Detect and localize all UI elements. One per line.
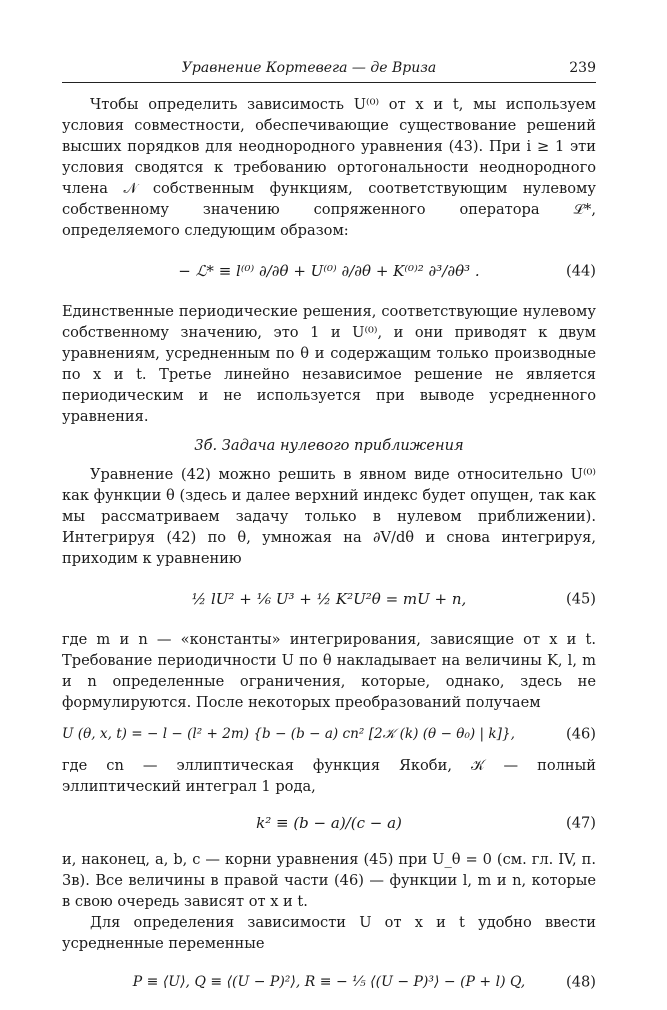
paragraph-2: Единственные периодические решения, соответствующие нулевому собственному значению, это 1 и U⁽⁰⁾, и они приводят к двум уравнениям, усредненным по θ и содержащим только производные по x и t. Третье линейно независимое решение не является периодическим и не используется при выводе усредненного уравнения. xyxy=(62,303,596,425)
equation-44-number: (44) xyxy=(566,262,596,280)
header-title: Уравнение Кортевега — де Вриза xyxy=(181,60,437,76)
section-title: 3б. Задача нулевого приближения xyxy=(194,437,464,454)
running-header xyxy=(62,58,596,83)
equation-46 xyxy=(62,719,596,749)
equation-47-formula: k² ≡ (b − a)/(c − a) xyxy=(256,814,402,832)
equation-45-number: (45) xyxy=(566,590,596,608)
equation-48-number: (48) xyxy=(566,973,596,991)
equation-46-number: (46) xyxy=(566,725,596,743)
equation-47-number: (47) xyxy=(566,814,596,832)
equation-44 xyxy=(62,249,596,293)
equation-45-formula: ½ lU² + ⅙ U³ + ½ K²U²θ = mU + n, xyxy=(191,590,467,608)
paragraph-1: Чтобы определить зависимость U⁽⁰⁾ от x и t, мы используем условия совместности, обеспечивающие существование решений высших порядков для неоднородного уравнения (43). При i ≥ 1 эти условия сводятся к требованию ортогональности неоднородного члена 𝒩 собственным функциям, соответствующим нулевому собственному значению сопряженного оператора ℒ*, определяемого следующим образом: xyxy=(62,96,596,239)
paragraph-4: где m и n — «константы» интегрирования, зависящие от x и t. Требование периодичности U по θ накладывает на величины K, l, m и n определенные ограничения, которые, однако, здесь не формулируются. После некоторых преобразований получаем xyxy=(62,631,596,711)
equation-48 xyxy=(62,962,596,1002)
equation-45 xyxy=(62,577,596,621)
paragraph-7: Для определения зависимости U от x и t удобно ввести усредненные переменные xyxy=(62,914,596,952)
page-body xyxy=(62,94,596,1010)
paragraph-3: Уравнение (42) можно решить в явном виде относительно U⁽⁰⁾ как функции θ (здесь и далее верхний индекс будет опущен, так как мы рассматриваем задачу только в нулевом приближении). Интегрируя (42) по θ, умножая на ∂V/dθ и снова интегрируя, приходим к уравнению xyxy=(62,466,596,567)
equation-48-formula: P ≡ ⟨U⟩, Q ≡ ⟨(U − P)²⟩, R ≡ − ⅕ ⟨(U − P)³⟩ − (P + l) Q, xyxy=(132,974,526,990)
equation-47 xyxy=(62,805,596,841)
equation-46-formula: U (θ, x, t) = − l − (l² + 2m) {b − (b − a) cn² [2𝒦 (k) (θ − θ₀) | k]}, xyxy=(62,726,515,742)
equation-44-formula: − ℒ* ≡ l⁽⁰⁾ ∂/∂θ + U⁽⁰⁾ ∂/∂θ + K⁽⁰⁾² ∂³/∂θ³ . xyxy=(178,262,480,280)
paragraph-6: и, наконец, a, b, c — корни уравнения (45) при U_θ = 0 (см. гл. IV, п. 3в). Все величины в правой части (46) — функции l, m и n, которые в свою очередь зависят от x и t. xyxy=(62,851,596,910)
page-number: 239 xyxy=(569,60,596,76)
paragraph-5: где cn — эллиптическая функция Якоби, 𝒦 — полный эллиптический интеграл 1 рода, xyxy=(62,757,596,795)
